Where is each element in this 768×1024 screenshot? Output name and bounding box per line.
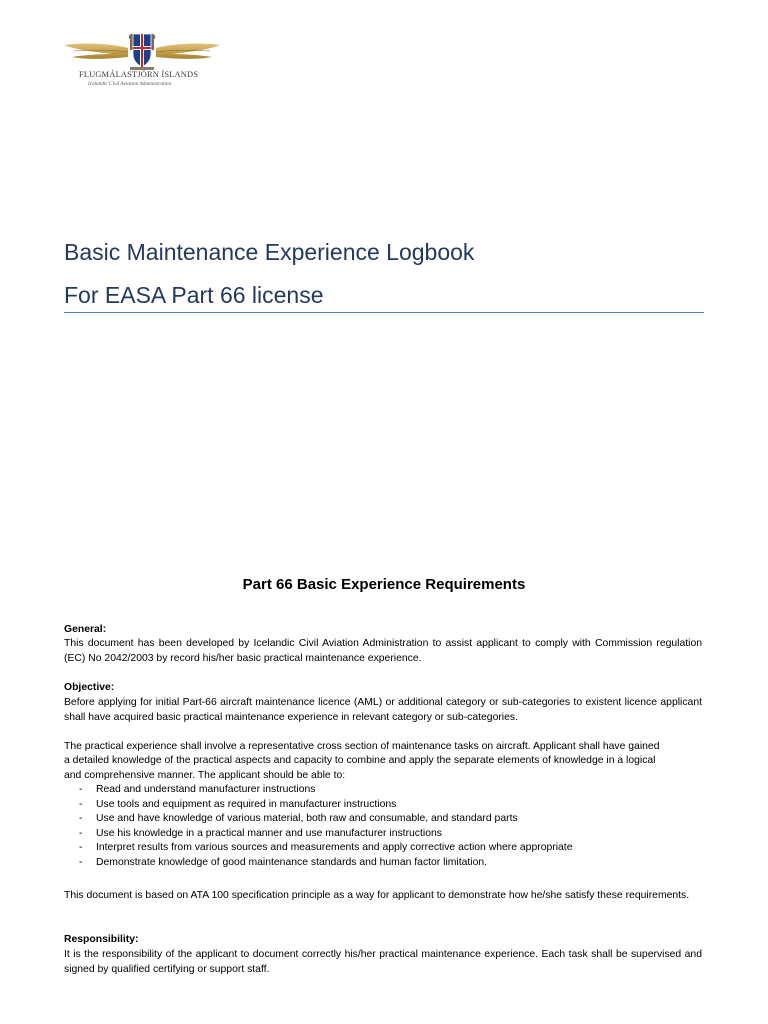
bullet-dash: -: [79, 856, 83, 868]
practical-line-3: and comprehensive manner. The applicant should be able to:: [64, 770, 346, 781]
list-item-text: Use tools and equipment as required in manufacturer instructions: [96, 798, 397, 810]
document-subtitle: For EASA Part 66 license: [64, 282, 324, 308]
list-item: [64, 798, 702, 813]
logo-subtitle: Icelandic Civil Aviation Administration: [88, 81, 172, 87]
winged-shield-icon: [62, 28, 222, 72]
bullet-dash: -: [79, 813, 83, 825]
list-item-text: Demonstrate knowledge of good maintenance standards and human factor limitation.: [96, 856, 488, 868]
basis-text: This document is based on ATA 100 specification principle as a way for applicant to demonstrate how he/she satisfy these requirements.: [64, 890, 690, 901]
general-heading: General:: [64, 624, 107, 635]
list-item: [64, 856, 702, 871]
bullet-dash: -: [79, 842, 83, 854]
abilities-list: [64, 783, 702, 871]
list-item: [64, 783, 702, 798]
list-item: [64, 812, 702, 827]
list-item-text: Use and have knowledge of various material, both raw and consumable, and standard parts: [96, 813, 518, 825]
list-item-text: Use his knowledge in a practical manner and use manufacturer instructions: [96, 827, 442, 839]
list-item: [64, 841, 702, 856]
bullet-dash: -: [79, 784, 83, 795]
objective-text: Before applying for initial Part-66 aircraft maintenance licence (AML) or additional category or sub-categories to existent licence applicant shall have acquired basic practical maintenance experience in relevant category or sub-categories.: [64, 697, 702, 723]
responsibility-text: It is the responsibility of the applicant to document correctly his/her practical maintenance experience. Each task shall be supervised and signed by qualified certifying or support staff.: [64, 949, 702, 975]
section-heading: Part 66 Basic Experience Requirements: [242, 576, 526, 593]
list-item: [64, 827, 702, 842]
practical-line-2: a detailed knowledge of the practical aspects and capacity to combine and apply the separate elements of knowledge in a logical: [64, 755, 656, 766]
document-title: Basic Maintenance Experience Logbook: [64, 239, 475, 265]
bullet-dash: -: [79, 798, 83, 810]
list-item-text: Interpret results from various sources and measurements and apply corrective action where appropriate: [96, 842, 573, 854]
general-text: This document has been developed by Icelandic Civil Aviation Administration to assist applicant to comply with Commission regulation (EC) No 2042/2003 by record his/her basic practical maintenance experience.: [64, 638, 702, 664]
logo-name: FLUGMÁLASTJÓRN ÍSLANDS: [79, 70, 199, 79]
title-divider: [64, 312, 704, 313]
responsibility-heading: Responsibility:: [64, 934, 139, 945]
logo: [62, 28, 222, 92]
list-item-text: Read and understand manufacturer instructions: [96, 784, 316, 795]
practical-line-1: The practical experience shall involve a representative cross section of maintenance tasks on aircraft. Applicant shall have gained: [64, 741, 660, 752]
bullet-dash: -: [79, 827, 83, 839]
objective-heading: Objective:: [64, 682, 115, 693]
